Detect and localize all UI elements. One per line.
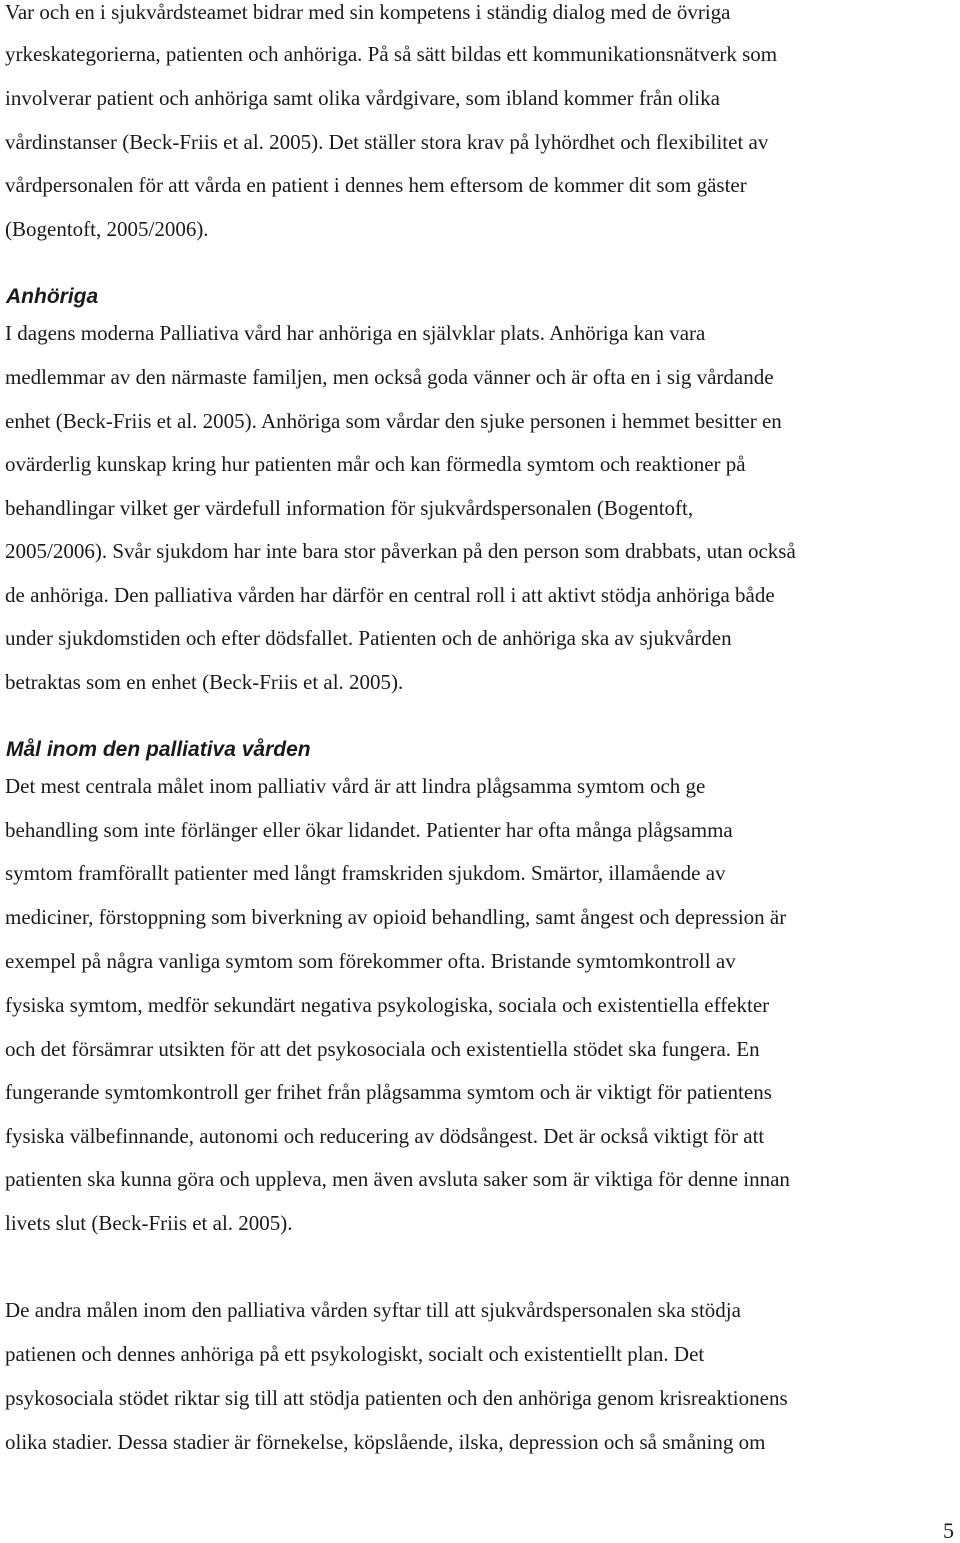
text-line: Det mest centrala målet inom palliativ vård är att lindra plågsamma symtom och ge: [5, 774, 706, 798]
text-line: symtom framförallt patienter med långt framskriden sjukdom. Smärtor, illamående av: [5, 861, 726, 885]
text-line: I dagens moderna Palliativa vård har anhöriga en självklar plats. Anhöriga kan vara: [5, 321, 706, 345]
text-line: betraktas som en enhet (Beck-Friis et al. 2005).: [5, 670, 404, 694]
text-line: psykosociala stödet riktar sig till att stödja patienten och den anhöriga genom krisreaktionens: [5, 1386, 788, 1410]
text-line: medlemmar av den närmaste familjen, men också goda vänner och är ofta en i sig vårdande: [5, 365, 774, 389]
text-line: involverar patient och anhöriga samt olika vårdgivare, som ibland kommer från olika: [5, 86, 720, 110]
page-number: 5: [943, 1518, 954, 1543]
text-line: vårdinstanser (Beck-Friis et al. 2005). Det ställer stora krav på lyhördhet och flexibilitet av: [5, 130, 769, 154]
text-line: Var och en i sjukvårdsteamet bidrar med sin kompetens i ständig dialog med de övriga: [5, 0, 731, 24]
text-line: fungerande symtomkontroll ger frihet från plågsamma symtom och är viktigt för patientens: [5, 1080, 772, 1104]
text-line: enhet (Beck-Friis et al. 2005). Anhöriga som vårdar den sjuke personen i hemmet besitter en: [5, 409, 782, 433]
text-line: 2005/2006). Svår sjukdom har inte bara stor påverkan på den person som drabbats, utan också: [5, 539, 796, 563]
text-line: vårdpersonalen för att vårda en patient i dennes hem eftersom de kommer dit som gäster: [5, 173, 747, 197]
text-line: under sjukdomstiden och efter dödsfallet. Patienten och de anhöriga ska av sjukvården: [5, 626, 732, 650]
text-line: behandling som inte förlänger eller ökar lidandet. Patienter har ofta många plågsamma: [5, 818, 733, 842]
text-line: exempel på några vanliga symtom som förekommer ofta. Bristande symtomkontroll av: [5, 949, 736, 973]
text-line: olika stadier. Dessa stadier är förnekelse, köpslående, ilska, depression och så småning om: [5, 1430, 766, 1454]
text-line: livets slut (Beck-Friis et al. 2005).: [5, 1211, 293, 1235]
text-line: och det försämrar utsikten för att det psykosociala och existentiella stödet ska fungera. En: [5, 1037, 760, 1061]
text-line: ovärderlig kunskap kring hur patienten mår och kan förmedla symtom och reaktioner på: [5, 452, 746, 476]
text-line: behandlingar vilket ger värdefull information för sjukvårdspersonalen (Bogentoft,: [5, 496, 694, 520]
section-heading-mal: Mål inom den palliativa vården: [6, 738, 311, 761]
text-line: mediciner, förstoppning som biverkning av opioid behandling, samt ångest och depression är: [5, 905, 787, 929]
text-line: patienen och dennes anhöriga på ett psykologiskt, socialt och existentiellt plan. Det: [5, 1342, 705, 1366]
section-heading-anhoriga: Anhöriga: [6, 285, 99, 308]
text-line: fysiska symtom, medför sekundärt negativa psykologiska, sociala och existentiella effekter: [5, 993, 770, 1017]
text-line: patienten ska kunna göra och uppleva, men även avsluta saker som är viktiga för denne innan: [5, 1167, 790, 1191]
text-line: de anhöriga. Den palliativa vården har därför en central roll i att aktivt stödja anhöriga både: [5, 583, 775, 607]
text-line: (Bogentoft, 2005/2006).: [5, 217, 209, 241]
text-line: yrkeskategorierna, patienten och anhöriga. På så sätt bildas ett kommunikationsnätverk som: [5, 42, 778, 66]
text-line: fysiska välbefinnande, autonomi och reducering av dödsångest. Det är också viktigt för att: [5, 1124, 765, 1148]
text-line: De andra målen inom den palliativa vården syftar till att sjukvårdspersonalen ska stödja: [5, 1298, 741, 1322]
